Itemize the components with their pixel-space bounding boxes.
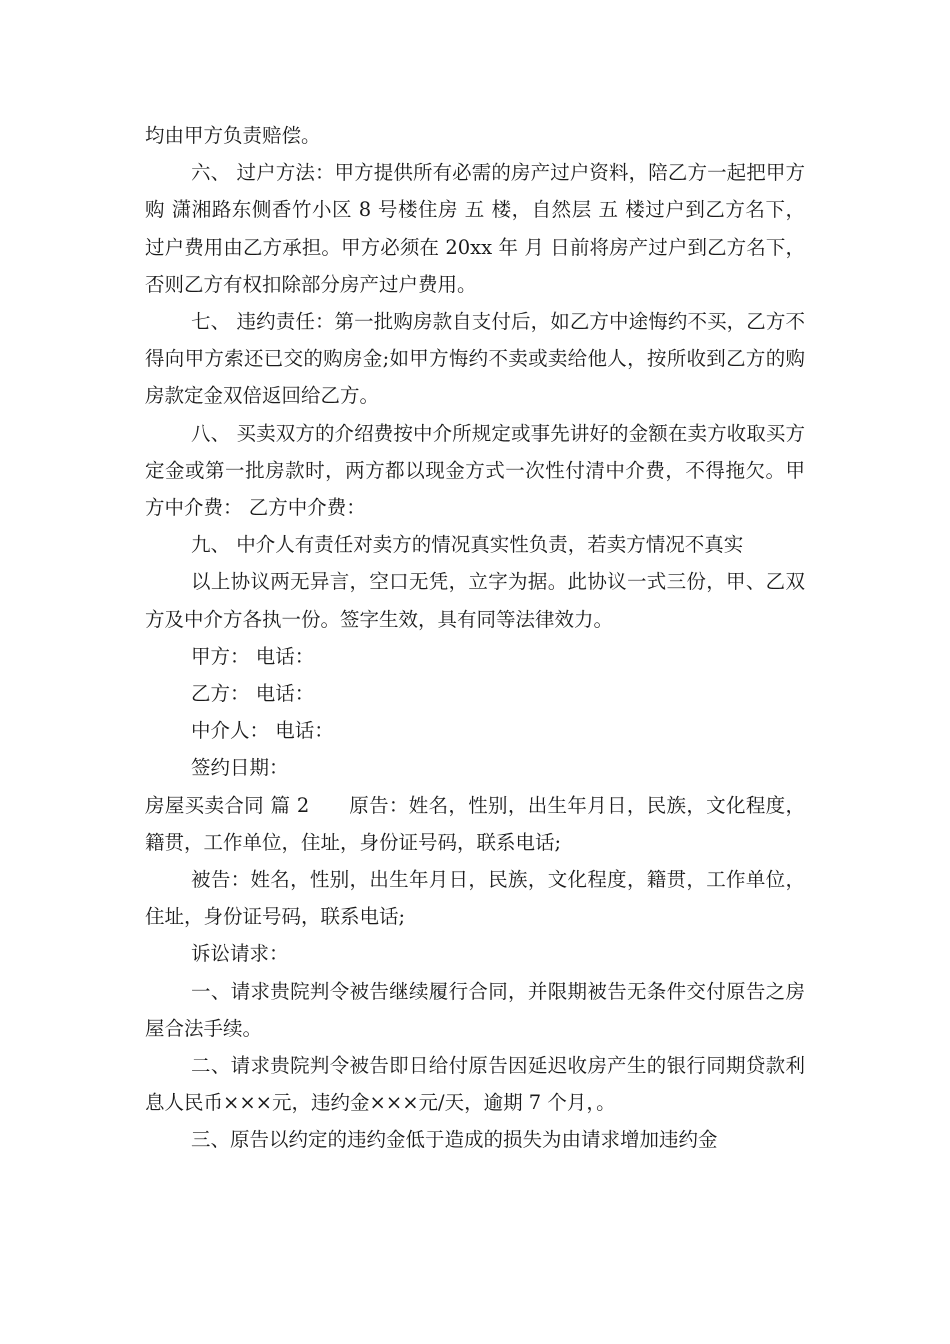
signature-date: 签约日期： [191,756,289,780]
paragraph-agreement: 以上协议两无异言，空口无凭，立字为据。此协议一式三份，甲、乙双方及中介方各执一份。签字生效，具有同等法律效力。 [145,570,805,631]
signature-party-b: 乙方： 电话： [191,682,315,706]
signature-party-a: 甲方： 电话： [191,644,315,668]
signature-agent: 中介人： 电话： [191,719,334,743]
paragraph-clause-7-liability: 七、 违约责任：第一批购房款自支付后，如乙方中途悔约不买，乙方不得向甲方索还已交的购房金;如甲方悔约不卖或卖给他人，按所收到乙方的购房款定金双倍返回给乙方。 [145,310,805,408]
document-body [145,117,805,1159]
paragraph-claims-heading: 诉讼请求： [191,942,289,966]
paragraph-contract-2-plaintiff: 房屋买卖合同 篇 2 原告：姓名，性别，出生年月日，民族，文化程度，籍贯，工作单位，住址，身份证号码，联系电话; [145,793,805,854]
paragraph-claim-3: 三、原告以约定的违约金低于造成的损失为由请求增加违约金 [191,1128,718,1152]
paragraph-defendant: 被告：姓名，性别，出生年月日，民族，文化程度，籍贯，工作单位，住址，身份证号码，联系电话; [145,868,805,929]
paragraph-clause-8-agent-fee: 八、 买卖双方的介绍费按中介所规定或事先讲好的金额在卖方收取买方定金或第一批房款时，两方都以现金方式一次性付清中介费，不得拖欠。甲方中介费： 乙方中介费： [145,421,805,520]
paragraph-claim-1: 一、请求贵院判令被告继续履行合同，并限期被告无条件交付原告之房屋合法手续。 [145,979,805,1040]
paragraph-clause-9-agent-duty: 九、 中介人有责任对卖方的情况真实性负责，若卖方情况不真实 [191,533,744,557]
paragraph-clause-6-transfer: 六、 过户方法：甲方提供所有必需的房产过户资料，陪乙方一起把甲方购 潇湘路东侧香竹小区 8 号楼住房 五 楼，自然层 五 楼过户到乙方名下，过户费用由乙方承担。甲方必须在 20xx 年 月 日前将房产过户到乙方名下，否则乙方有权扣除部分房产过户费用。 [145,161,805,296]
paragraph-claim-2: 二、请求贵院判令被告即日给付原告因延迟收房产生的银行同期贷款利息人民币×××元，违约金×××元/天，逾期 7 个月，。 [145,1054,805,1115]
paragraph-compensation: 均由甲方负责赔偿。 [145,124,321,147]
